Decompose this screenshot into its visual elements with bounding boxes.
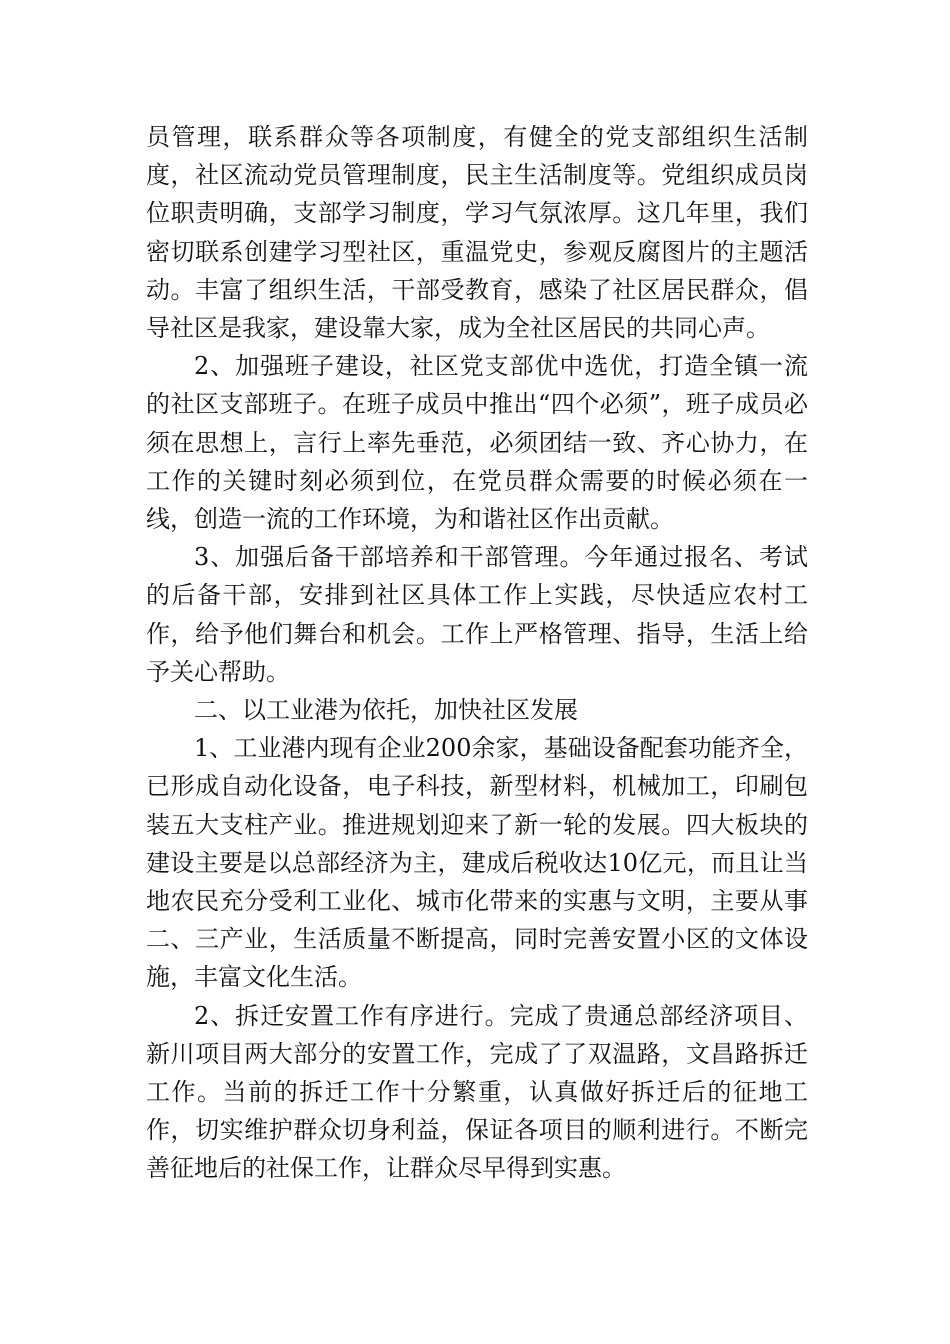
paragraph-reserve-cadres: 3、加强后备干部培养和干部管理。今年通过报名、考试的后备干部，安排到社区具体工作上实践，尽快适应农村工作，给予他们舞台和机会。工作上严格管理、指导，生活上给予关心帮助。: [146, 543, 808, 686]
section-heading-industrial-port: 二、以工业港为依托，加快社区发展: [194, 696, 578, 725]
document-page: [146, 118, 808, 1188]
paragraph-party-management: 员管理，联系群众等各项制度，有健全的党支部组织生活制度，社区流动党员管理制度，民主生活制度等。党组织成员岗位职责明确，支部学习制度，学习气氛浓厚。这几年里，我们密切联系创建学习型社区，重温党史，参观反腐图片的主题活动。丰富了组织生活，干部受教育，感染了社区居民群众，倡导社区是我家，建设靠大家，成为全社区居民的共同心声。: [146, 123, 808, 343]
paragraph-enterprises: 1、工业港内现有企业200余家，基础设备配套功能齐全，已形成自动化设备，电子科技，新型材料，机械加工，印刷包装五大支柱产业。推进规划迎来了新一轮的发展。四大板块的建设主要是以总部经济为主，建成后税收达10亿元，而且让当地农民充分受利工业化、城市化带来的实惠与文明，主要从事二、三产业，生活质量不断提高，同时完善安置小区的文体设施，丰富文化生活。: [146, 734, 808, 992]
paragraph-team-building: 2、加强班子建设，社区党支部优中选优，打造全镇一流的社区支部班子。在班子成员中推出“四个必须”，班子成员必须在思想上，言行上率先垂范，必须团结一致、齐心协力，在工作的关键时刻必须到位，在党员群众需要的时候必须在一线，创造一流的工作环境，为和谐社区作出贡献。: [146, 352, 808, 534]
paragraph-relocation: 2、拆迁安置工作有序进行。完成了贵通总部经济项目、新川项目两大部分的安置工作，完成了了双温路，文昌路拆迁工作。当前的拆迁工作十分繁重，认真做好拆迁后的征地工作，切实维护群众切身利益，保证各项目的顺利进行。不断完善征地后的社保工作，让群众尽早得到实惠。: [146, 1001, 808, 1183]
